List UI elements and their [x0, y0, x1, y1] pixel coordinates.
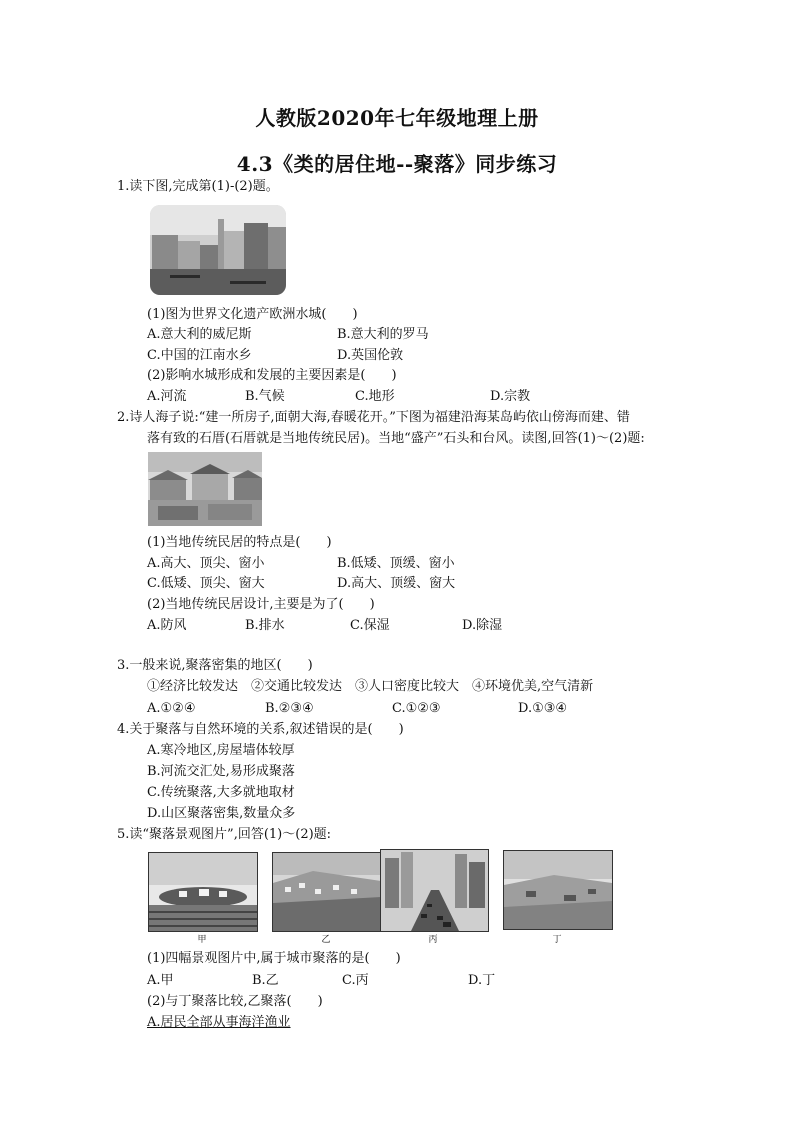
q5-sub1: (1)四幅景观图片中,属于城市聚落的是( ) [147, 951, 401, 966]
q5-sub2-option-a: A.居民全部从事海洋渔业 [147, 1015, 291, 1030]
q5-sub1-option-b: B.乙 [252, 973, 279, 988]
q1-sub1-option-c: C.中国的江南水乡 [147, 348, 252, 363]
q1-sub1-option-b: B.意大利的罗马 [337, 327, 429, 342]
caption-bing: 丙 [428, 935, 438, 945]
q2-sub2-option-a: A.防风 [147, 618, 187, 633]
q1-sub2-option-b: B.气候 [245, 389, 285, 404]
q2-sub1-option-c: C.低矮、顶尖、窗大 [147, 576, 265, 591]
q2-stem-line2: 落有致的石厝(石厝就是当地传统民居)。当地“盛产”石头和台风。读图,回答(1)～(2)题: [147, 431, 645, 446]
q1-sub2-option-c: C.地形 [355, 389, 395, 404]
q3-option-c: C.①②③ [392, 701, 441, 716]
q1-sub2-option-d: D.宗教 [490, 389, 531, 404]
q2-sub1: (1)当地传统民居的特点是( ) [147, 535, 332, 550]
q5-sub1-option-c: C.丙 [342, 973, 369, 988]
q1-stem: 1.读下图,完成第(1)-(2)题。 [117, 179, 279, 194]
q2-sub1-option-a: A.高大、顶尖、窗小 [147, 556, 265, 571]
q2-sub1-option-b: B.低矮、顶缓、窗小 [337, 556, 455, 571]
rural-village-photo-jia [148, 852, 258, 932]
q2-sub2-option-b: B.排水 [245, 618, 285, 633]
countryside-photo-ding [503, 850, 613, 930]
stone-houses-photo [148, 452, 262, 526]
q2-sub2-option-c: C.保湿 [350, 618, 390, 633]
q2-sub2-option-d: D.除湿 [462, 618, 503, 633]
q1-sub1-option-a: A.意大利的威尼斯 [147, 327, 252, 342]
q4-option-c: C.传统聚落,大多就地取材 [147, 785, 295, 800]
q5-stem: 5.读“聚落景观图片”,回答(1)～(2)题: [117, 827, 332, 842]
caption-yi: 乙 [321, 935, 331, 945]
q4-option-a: A.寒冷地区,房屋墙体较厚 [147, 743, 295, 758]
city-traffic-photo-bing [380, 849, 489, 932]
q3-items: ①经济比较发达 ②交通比较发达 ③人口密度比较大 ④环境优美,空气清新 [147, 679, 594, 694]
venice-canal-photo [150, 205, 286, 295]
q1-sub2: (2)影响水城形成和发展的主要因素是( ) [147, 368, 397, 383]
worksheet-title: 人教版2020年七年级地理上册 [255, 106, 539, 130]
worksheet-subtitle: 4.3《类的居住地--聚落》同步练习 [236, 152, 558, 176]
q4-stem: 4.关于聚落与自然环境的关系,叙述错误的是( ) [117, 722, 404, 737]
caption-jia: 甲 [197, 935, 207, 945]
q4-option-b: B.河流交汇处,易形成聚落 [147, 764, 295, 779]
q3-option-b: B.②③④ [265, 701, 314, 716]
q3-option-d: D.①③④ [518, 701, 568, 716]
q5-sub1-option-d: D.丁 [468, 973, 496, 988]
q2-stem-line1: 2.诗人海子说:“建一所房子,面朝大海,春暖花开。”下图为福建沿海某岛屿依山傍海而建、错 [117, 410, 630, 425]
q3-stem: 3.一般来说,聚落密集的地区( ) [117, 658, 313, 673]
q5-sub2: (2)与丁聚落比较,乙聚落( ) [147, 994, 323, 1009]
coastal-town-photo-yi [272, 852, 382, 932]
caption-ding: 丁 [552, 935, 562, 945]
q1-sub1: (1)图为世界文化遗产欧洲水城( ) [147, 307, 358, 322]
q3-option-a: A.①②④ [147, 701, 196, 716]
q2-sub1-option-d: D.高大、顶缓、窗大 [337, 576, 456, 591]
q1-sub1-option-d: D.英国伦敦 [337, 348, 404, 363]
q2-sub2: (2)当地传统民居设计,主要是为了( ) [147, 597, 375, 612]
q5-sub1-option-a: A.甲 [147, 973, 174, 988]
q1-sub2-option-a: A.河流 [147, 389, 187, 404]
q4-option-d: D.山区聚落密集,数量众多 [147, 806, 296, 821]
